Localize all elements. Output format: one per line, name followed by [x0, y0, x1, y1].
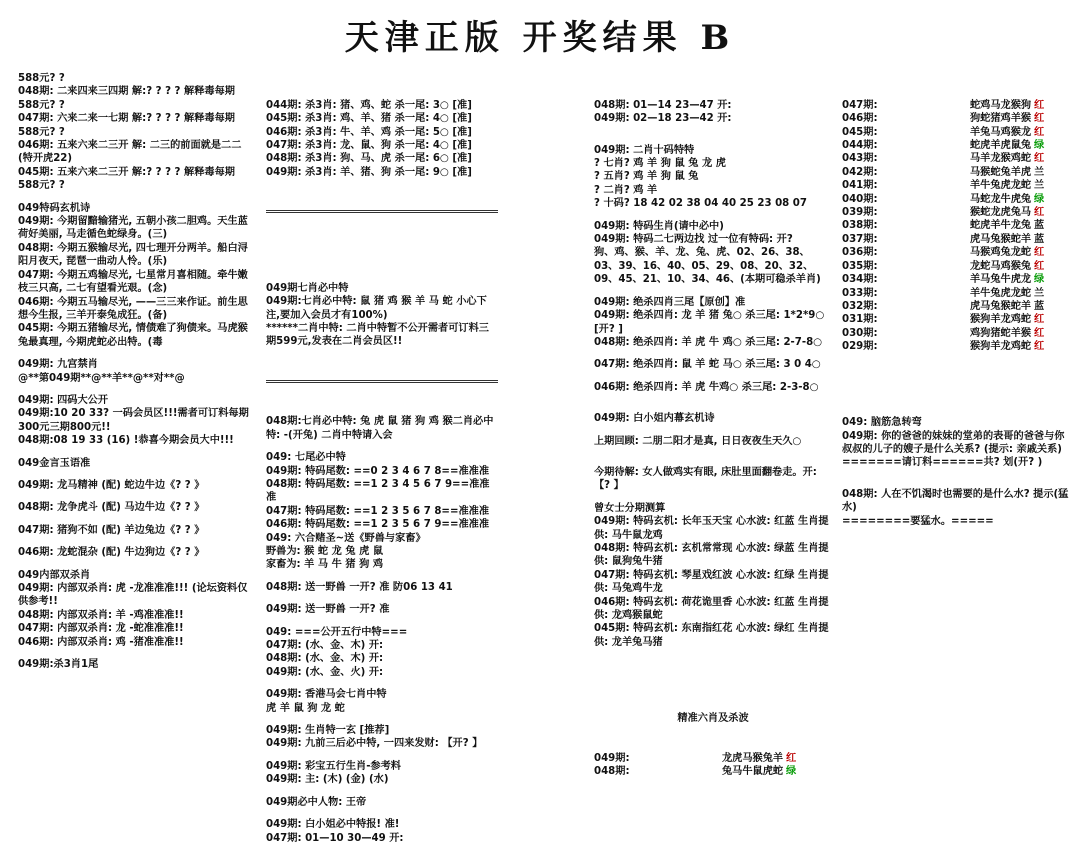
text-line	[266, 442, 498, 451]
text-line	[594, 211, 832, 220]
text-line: 047期: 特码玄机: 琴星戏红波 心水波: 红绿 生肖提供: 马兔鸡牛龙	[594, 569, 829, 595]
text-line	[266, 787, 498, 796]
text-line: 048期: 01—14 23—47 开:	[594, 99, 732, 111]
table-row	[842, 327, 1070, 340]
table-cell-zodiac: 龙蛇马鸡猴兔	[970, 260, 1032, 272]
table-cell-zodiac: 兔马牛鼠虎蛇	[722, 766, 784, 778]
text-line: 045期: 杀3肖: 鸡、羊、猪 杀一尾: 4○ [准]	[266, 113, 472, 125]
table-cell-zodiac: 羊马兔牛虎龙	[970, 274, 1032, 286]
text-line	[266, 809, 498, 818]
table-row	[842, 139, 1070, 152]
table-cell-color: 兰	[1034, 287, 1045, 299]
text-line: 049期: 特码尾数: ==0 2 3 4 6 7 8==准准准	[266, 465, 490, 477]
text-line: 048期: 今期五猴输尽光, 四七理开分两羊。船白浔阳月夜天, 琵琶一曲动人怜。(乐)	[18, 242, 248, 268]
text-line	[18, 470, 256, 479]
table-cell-color: 红	[1034, 260, 1045, 272]
text-line: 046期: 内部双杀肖: 鸡 -猪准准准!!	[18, 636, 184, 648]
table-cell-zodiac: 狗蛇猪鸡羊猴	[970, 113, 1032, 125]
text-line: 049期: 02—18 23—42 开:	[594, 113, 732, 125]
table-cell-zodiac: 龙虎马猴兔羊	[722, 753, 784, 765]
table-row	[842, 260, 1070, 273]
table-cell-zodiac: 猴蛇龙虎兔马	[970, 207, 1032, 219]
table-row	[842, 179, 1070, 192]
text-line	[594, 426, 832, 435]
text-line	[18, 560, 256, 569]
text-line: 上期回顾: 二朋二阳才是真, 日日夜夜生天久○	[594, 435, 802, 447]
text-line	[594, 457, 832, 466]
text-line	[594, 372, 832, 381]
table-cell-zodiac: 猴狗羊龙鸡蛇	[970, 341, 1032, 353]
table-cell-issue: 049期:	[594, 753, 630, 765]
text-line: 野兽为: 猴 蛇 龙 兔 虎 鼠	[266, 546, 384, 557]
text-line: 048期: 送一野兽 一开? 准 防06 13 41	[266, 581, 453, 593]
text-line: 048期:08 19 33 (16) !恭喜今期会员大中!!!	[18, 435, 234, 447]
table-row	[842, 287, 1070, 300]
text-line: 046期: 特码尾数: ==1 2 3 5 6 7 9==准准准	[266, 519, 490, 531]
text-line: 044期: 杀3肖: 猪、鸡、蛇 杀一尾: 3○ [准]	[266, 99, 472, 111]
table-cell-issue: 044期:	[842, 140, 878, 152]
column-1	[18, 72, 256, 768]
text-line: 049期: 生肖特一玄 [推荐]	[266, 725, 390, 737]
text-line: 046期: 五来六来二三开 解: 二三的前面就是二二 (特开虎22)	[18, 140, 245, 165]
table-cell-color: 蓝	[1034, 233, 1045, 245]
text-line: ? 十码? 18 42 02 38 04 40 25 23 08 07	[594, 198, 807, 210]
text-line: ========要猛水。=====	[842, 515, 994, 527]
table-cell-color: 红	[786, 753, 797, 765]
text-line: 046期: 杀3肖: 牛、羊、鸡 杀一尾: 5○ [准]	[266, 126, 472, 138]
text-line	[18, 193, 256, 202]
table-cell-issue: 031期:	[842, 314, 878, 326]
table-row	[842, 193, 1070, 206]
text-line: 049内部双杀肖	[18, 569, 91, 581]
table-cell-color: 红	[1034, 314, 1045, 326]
text-line: 049期: 香港马会七肖中特	[266, 689, 387, 701]
text-line	[266, 572, 498, 581]
text-line: 046期: 特码玄机: 荷花诡里香 心水波: 红蓝 生肖提供: 龙鸡猴鼠蛇	[594, 596, 829, 621]
table-cell-zodiac: 虎马兔猴蛇羊	[970, 233, 1032, 245]
text-line: 048期: 杀3肖: 狗、马、虎 杀一尾: 6○ [准]	[266, 153, 472, 165]
text-line: 046期: 绝杀四肖: 羊 虎 牛鸡○ 杀三尾: 2-3-8○	[594, 381, 819, 393]
table-row	[842, 340, 1070, 353]
text-line: 048期: 绝杀四肖: 羊 虎 牛 鸡○ 杀三尾: 2-7-8○	[594, 336, 823, 348]
section-divider	[266, 380, 498, 383]
text-line: 049金言玉语准	[18, 457, 91, 469]
text-line: 049期:10 20 33? 一码会员区!!!需者可订料每期300元三期800元!!	[18, 408, 249, 433]
misc-section	[266, 415, 498, 845]
text-line: 家畜为: 羊 马 牛 猪 狗 鸡	[266, 559, 384, 571]
text-line: 046期: 龙蛇混杂 (配) 牛边狗边《? ? 》	[18, 547, 205, 559]
table-cell-color: 红	[1034, 207, 1045, 219]
text-line: 048期: 二来四来三四期 解:? ? ? ? 解释毒每期	[18, 86, 235, 98]
column-3-text	[594, 99, 832, 649]
text-line	[266, 679, 498, 688]
text-line: @**第049期**@**羊**@**对**@	[18, 372, 185, 384]
table-cell-zodiac: 蛇虎羊虎鼠兔	[970, 140, 1032, 152]
text-line	[18, 515, 256, 524]
table-cell-issue: 036期:	[842, 247, 878, 259]
text-line: 049期: 送一野兽 一开? 准	[266, 604, 390, 616]
table-cell-color: 红	[1034, 327, 1045, 339]
table-cell-zodiac: 马蛇龙牛虎兔	[970, 193, 1032, 205]
text-line: 049期: (水、金、火) 开:	[266, 666, 384, 678]
table-row	[594, 765, 832, 778]
text-line: 049期: 今期留黯输猪光, 五朝小孩二胆鸡。天生蓝荷好美丽, 马走循色蛇绿身。(三)	[18, 216, 248, 241]
text-line	[594, 394, 832, 403]
table-row	[842, 233, 1070, 246]
text-line	[594, 287, 832, 296]
table-row	[842, 166, 1070, 179]
table-cell-color: 绿	[1034, 274, 1045, 286]
table-cell-issue: 048期:	[594, 766, 630, 778]
six-zodiac-table	[594, 752, 832, 779]
text-line: =======请订料======共? 划(开? )	[842, 457, 1043, 469]
text-line: ? 二肖? 鸡 羊	[594, 184, 658, 196]
text-line: ? 五肖? 鸡 羊 狗 鼠 兔	[594, 171, 699, 183]
table-row	[842, 99, 1070, 112]
table-row	[842, 246, 1070, 259]
text-line: 588元? ?	[18, 73, 65, 84]
table-cell-color: 红	[1034, 247, 1045, 259]
text-line: 049期: 绝杀四肖三尾【原创】准	[594, 296, 746, 308]
text-line: 045期: 五来六来二三开 解:? ? ? ? 解释毒每期	[18, 166, 235, 178]
table-cell-issue: 038期:	[842, 220, 878, 232]
text-line: 047期: 杀3肖: 龙、鼠、狗 杀一尾: 4○ [准]	[266, 140, 472, 152]
text-line: 048期: 特码尾数: ==1 2 3 4 5 6 7 9==准准准	[266, 478, 490, 504]
text-line: 虎 羊 鼠 狗 龙 蛇	[266, 702, 345, 714]
table-cell-zodiac: 羊牛兔虎龙蛇	[970, 180, 1032, 192]
page-title: 天津正版 开奖结果 B	[344, 18, 736, 58]
table-row	[842, 273, 1070, 286]
table-row	[842, 206, 1070, 219]
text-line	[18, 537, 256, 546]
table-cell-color: 红	[1034, 126, 1045, 138]
table-cell-zodiac: 羊牛兔虎龙蛇	[970, 287, 1032, 299]
table-row	[842, 300, 1070, 313]
text-line: 588元? ?	[18, 126, 65, 138]
six-zodiac-title: 精准六肖及杀波	[677, 712, 749, 724]
text-line: 588元? ?	[18, 180, 65, 192]
text-line: 049特码玄机诗	[18, 202, 91, 214]
column-2	[266, 72, 498, 844]
table-cell-zodiac: 蛇虎羊牛龙兔	[970, 220, 1032, 232]
text-line	[266, 594, 498, 603]
table-cell-zodiac: 猴狗羊龙鸡蛇	[970, 314, 1032, 326]
text-line: ******二肖中特: 二肖中特暂不公开需者可订料三期599元,发表在二肖会员区!!	[266, 322, 489, 348]
text-line	[18, 649, 256, 658]
table-cell-zodiac: 鸡狗猪蛇羊猴	[970, 327, 1032, 339]
table-cell-color: 兰	[1034, 166, 1045, 178]
text-line: 049期: 九前三后必中特, 一四来发财: 【开? 】	[266, 738, 483, 750]
text-line: 049期: 白小姐必中特报! 准!	[266, 819, 400, 831]
text-line: 049期: 白小姐内幕玄机诗	[594, 413, 715, 425]
text-line	[18, 385, 256, 394]
table-cell-color: 蓝	[1034, 300, 1045, 312]
table-cell-zodiac: 蛇鸡马龙猴狗	[970, 99, 1032, 111]
column-3	[594, 72, 832, 778]
text-line: 049期必中人物: 王帝	[266, 796, 367, 808]
text-line: 045期: 今期五猪输尽光, 情债难了狗债来。马虎猴兔最真理, 今期虎蛇必出特。(毒	[18, 323, 248, 348]
zodiac-history-table	[842, 99, 1070, 354]
table-cell-color: 绿	[1034, 140, 1045, 152]
text-line	[594, 403, 832, 412]
text-line: 047期: 猪狗不如 (配) 羊边兔边《? ? 》	[18, 524, 205, 536]
text-line: 049期: 九宫禁肖	[18, 359, 98, 371]
column-4	[842, 72, 1070, 768]
text-line: 049: 六合赌圣~送《野兽与家畜》	[266, 532, 426, 544]
text-line	[266, 715, 498, 724]
text-line: 曾女士分期测算	[594, 502, 666, 514]
riddle-section	[842, 416, 1070, 528]
seven-zodiac-section	[266, 282, 498, 349]
table-cell-issue: 047期:	[842, 99, 878, 111]
table-cell-issue: 040期:	[842, 193, 878, 205]
text-line: 049期: 四码大公开	[18, 394, 109, 406]
text-line	[18, 349, 256, 358]
text-line: 049期: 杀3肖: 羊、猪、狗 杀一尾: 9○ [准]	[266, 166, 472, 178]
table-row	[842, 313, 1070, 326]
text-line: 049期:七肖必中特: 鼠 猪 鸡 猴 羊 马 蛇 小心下注,要加入会员才有100%)	[266, 296, 487, 321]
text-line	[18, 492, 256, 501]
table-cell-color: 红	[1034, 153, 1045, 165]
text-line: 049: 七尾必中特	[266, 452, 346, 464]
table-row	[594, 752, 832, 765]
table-cell-zodiac: 羊兔马鸡猴龙	[970, 126, 1032, 138]
text-line: 049期: 龙马精神 (配) 蛇边牛边《? ? 》	[18, 479, 205, 491]
table-cell-color: 绿	[1034, 193, 1045, 205]
text-line: 048期: 龙争虎斗 (配) 马边牛边《? ? 》	[18, 502, 205, 514]
table-cell-zodiac: 马猴蛇兔羊虎	[970, 166, 1032, 178]
text-line	[594, 448, 832, 457]
table-cell-issue: 032期:	[842, 300, 878, 312]
text-line	[594, 126, 832, 135]
text-line: 047期: 六来二来一七期 解:? ? ? ? 解释毒每期	[18, 113, 235, 125]
text-line: 049期: 彩宝五行生肖-参考料	[266, 760, 401, 772]
table-cell-color: 红	[1034, 113, 1045, 125]
text-line: 049期: 主: (木) (金) (水)	[266, 774, 389, 786]
text-line	[594, 493, 832, 502]
table-cell-zodiac: 马猴鸡兔龙蛇	[970, 247, 1032, 259]
table-cell-issue: 035期:	[842, 260, 878, 272]
table-cell-issue: 042期:	[842, 166, 878, 178]
table-cell-issue: 029期:	[842, 341, 878, 353]
text-line: 049: ===公开五行中特===	[266, 626, 408, 638]
text-line: 049期:杀3肖1尾	[18, 659, 99, 671]
table-cell-issue: 041期:	[842, 180, 878, 192]
text-line: 047期: 今期五鸡输尽光, 七星常月喜相随。牵牛嫩枝三只高, 二七有望看光艰。(念)	[18, 269, 248, 295]
table-cell-issue: 039期:	[842, 207, 878, 219]
table-row	[842, 126, 1070, 139]
text-line: 048期: (水、金、木) 开:	[266, 653, 384, 665]
text-line: 049期: 你的爸爸的妹妹的堂弟的表哥的爸爸与你叔叔的儿子的嫂子是什么关系? (提示: 亲戚关系)	[842, 430, 1065, 455]
table-row	[842, 152, 1070, 165]
table-row	[842, 112, 1070, 125]
table-cell-issue: 045期:	[842, 126, 878, 138]
text-line: 049期: 特码玄机: 长年玉天宝 心水波: 红蓝 生肖提供: 马牛鼠龙鸡	[594, 516, 829, 541]
text-line: 047期: 01—10 30—49 开:	[266, 832, 404, 844]
text-line	[266, 751, 498, 760]
table-cell-zodiac: 虎马兔猴蛇羊	[970, 300, 1032, 312]
text-line: 049期: 内部双杀肖: 虎 -龙准准准!!! (论坛资料仅供参考!!	[18, 583, 248, 608]
text-line: 048期: 内部双杀肖: 羊 -鸡准准准!!	[18, 609, 184, 621]
text-line	[594, 135, 832, 144]
table-cell-issue: 046期:	[842, 113, 878, 125]
table-cell-color: 红	[1034, 341, 1045, 353]
text-line	[266, 617, 498, 626]
text-line: 047期: 内部双杀肖: 龙 -蛇准准准!!	[18, 623, 184, 635]
text-line: 047期: 绝杀四肖: 鼠 羊 蛇 马○ 杀三尾: 3 0 4○	[594, 359, 821, 371]
text-line: 049期七肖必中特	[266, 282, 349, 294]
table-cell-color: 绿	[786, 766, 797, 778]
section-divider	[266, 210, 498, 213]
text-line: 049期: 二肖十码特特	[594, 144, 695, 156]
text-line: 049期: 绝杀四肖: 龙 羊 猪 兔○ 杀三尾: 1*2*9○ [开? ]	[594, 310, 828, 335]
text-line: 048期:七肖必中特: 兔 虎 鼠 猪 狗 鸡 猴二肖必中特: -(开兔) 二肖中特请入会	[266, 416, 494, 441]
table-row	[842, 219, 1070, 232]
text-line: 049: 脑筋急转弯	[842, 417, 922, 429]
text-line: 047期: (水、金、木) 开:	[266, 640, 384, 652]
text-line: 今期待解: 女人做鸡实有眼, 床肚里面翻卷走。开: 【? 】	[594, 466, 821, 492]
table-cell-issue: 033期:	[842, 287, 878, 299]
table-cell-color: 红	[1034, 99, 1045, 111]
table-cell-issue: 034期:	[842, 274, 878, 286]
table-cell-color: 兰	[1034, 180, 1045, 192]
table-cell-issue: 037期:	[842, 233, 878, 245]
table-cell-color: 蓝	[1034, 220, 1045, 232]
text-line: 049期: 特码二七两边找 过一位有特码: 开?	[594, 234, 793, 246]
text-line	[842, 479, 1070, 488]
text-line: 046期: 今期五马输尽光, ——三三来作证。前生思想今生报, 三羊开泰兔成狂。(备)	[18, 296, 248, 321]
table-cell-issue: 043期:	[842, 153, 878, 165]
text-line: 047期: 特码尾数: ==1 2 3 5 6 7 8==准准准	[266, 505, 490, 517]
text-line: 045期: 特码玄机: 东南指红花 心水波: 绿红 生肖提供: 龙羊兔马猪	[594, 623, 829, 648]
table-cell-zodiac: 马羊龙猴鸡蛇	[970, 153, 1032, 165]
text-line	[842, 470, 1070, 479]
text-line	[594, 349, 832, 358]
table-cell-issue: 030期:	[842, 327, 878, 339]
text-line: 048期: 人在不饥渴时也需要的是什么水? 提示(猛水)	[842, 488, 1069, 514]
text-line	[18, 448, 256, 457]
text-line: ? 七肖? 鸡 羊 狗 鼠 兔 龙 虎	[594, 158, 726, 170]
text-line: 588元? ?	[18, 99, 65, 111]
text-line: 048期: 特码玄机: 玄机常常现 心水波: 绿蓝 生肖提供: 鼠狗兔牛猪	[594, 542, 829, 568]
text-line: 狗、鸡、猴、羊、龙、兔、虎、02、26、38、03、39、16、40、05、29、08、20、32、09、45、21、10、34、46、(本期可稳杀羊肖)	[594, 247, 821, 286]
kill-section	[266, 99, 498, 179]
text-line: 049期: 特码生肖(请中必中)	[594, 220, 724, 232]
